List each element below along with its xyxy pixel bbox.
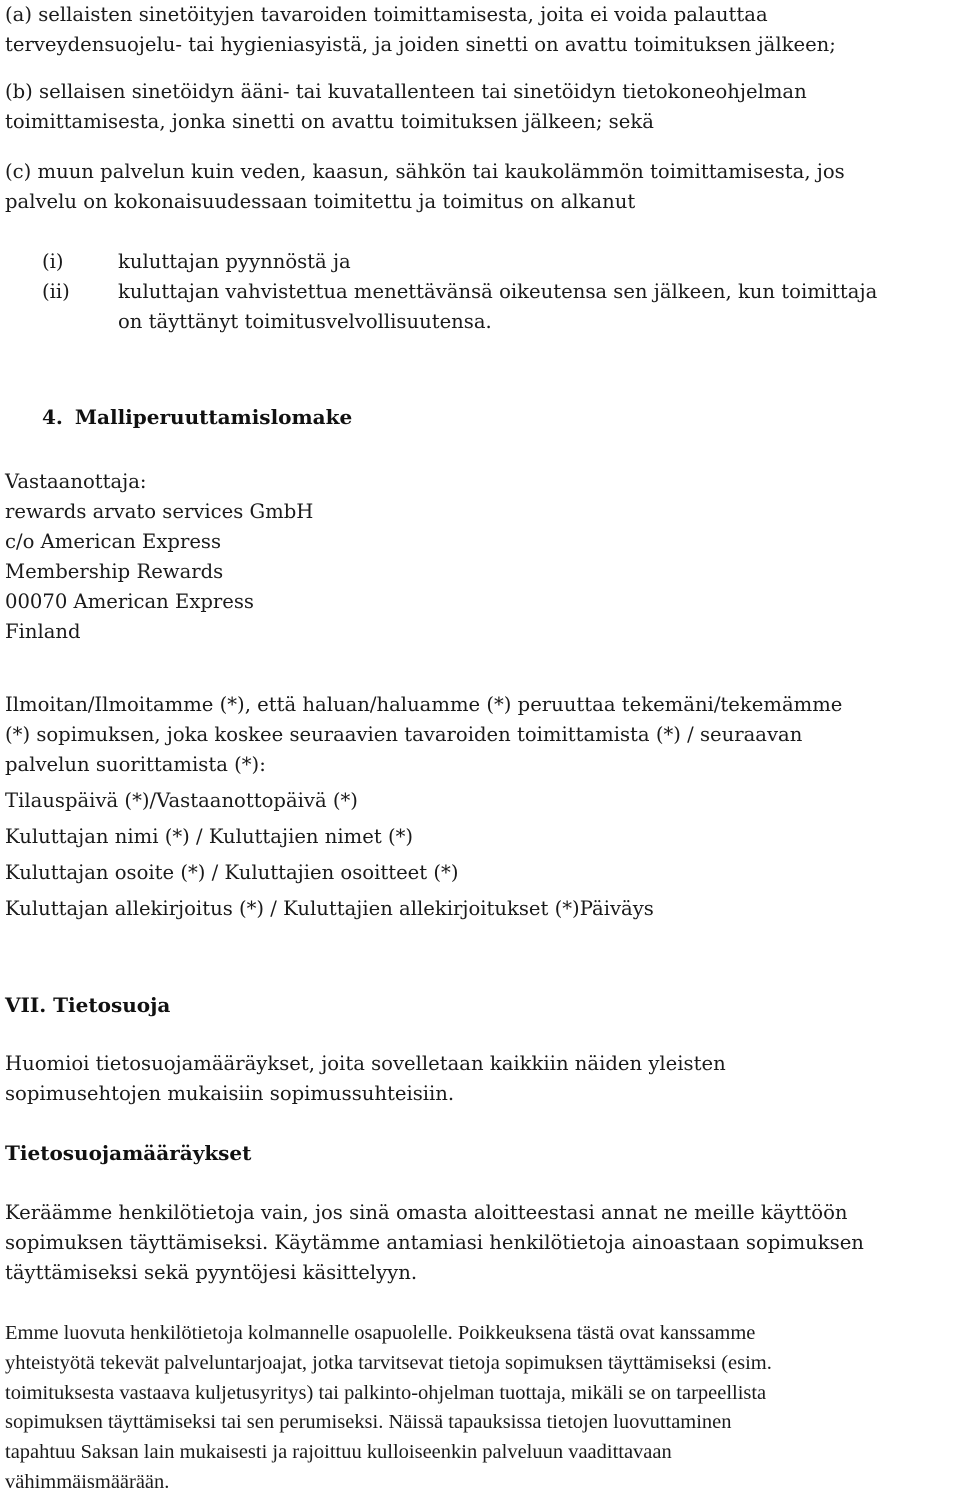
text-line: yhteistyötä tekevät palveluntarjoajat, jotka tarvitsevat tietoja sopimuksen täyttämiseksi (esim. — [5, 1351, 772, 1374]
privacy-rules-paragraph-1 — [5, 1198, 955, 1288]
text-line: Tilauspäivä (*)/Vastaanottopäivä (*) — [5, 789, 358, 812]
text-line: palvelu on kokonaisuudessaan toimitettu ja toimitus on alkanut — [5, 190, 636, 213]
text-line: Kuluttajan allekirjoitus (*) / Kuluttajien allekirjoitukset (*)Päiväys — [5, 897, 654, 920]
section-number: 4. — [42, 405, 63, 429]
address-line: 00070 American Express — [5, 590, 254, 613]
text-line: toimittamisesta, jonka sinetti on avattu toimituksen jälkeen; sekä — [5, 110, 654, 133]
address-line: rewards arvato services GmbH — [5, 500, 314, 523]
text-line: (*) sopimuksen, joka koskee seuraavien tavaroiden toimittamista (*) / seuraavan — [5, 723, 803, 746]
text-line: Ilmoitan/Ilmoitamme (*), että haluan/haluamme (*) peruuttaa tekemäni/tekemämme — [5, 693, 843, 716]
withdrawal-notice — [5, 690, 955, 780]
text-line: Emme luovuta henkilötietoja kolmannelle osapuolelle. Poikkeuksena tästä ovat kanssamme — [5, 1322, 756, 1344]
form-field-order-date — [5, 786, 955, 816]
form-section-heading — [42, 402, 352, 432]
address-line: Membership Rewards — [5, 560, 224, 583]
text-line: Keräämme henkilötietoja vain, jos sinä omasta aloitteestasi annat ne meille käyttöön — [5, 1201, 848, 1224]
section-title: Malliperuuttamislomake — [74, 405, 353, 429]
form-field-consumer-address — [5, 858, 955, 888]
recipient-address — [5, 467, 955, 647]
list-text: kuluttajan pyynnöstä ja — [118, 250, 351, 273]
text-line: Kuluttajan osoite (*) / Kuluttajien osoitteet (*) — [5, 861, 459, 884]
form-field-signature-date — [5, 894, 955, 924]
privacy-rules-heading: Tietosuojamääräykset — [5, 1141, 252, 1165]
exception-item-c — [5, 157, 955, 217]
privacy-rules-paragraph-2 — [5, 1318, 960, 1497]
text-line: Huomioi tietosuojamääräykset, joita sovelletaan kaikkiin näiden yleisten — [5, 1052, 726, 1075]
list-marker: (ii) — [42, 280, 70, 303]
text-line: vähimmäismäärään. — [5, 1470, 170, 1493]
address-line: Finland — [5, 620, 81, 643]
text-line: Kuluttajan nimi (*) / Kuluttajien nimet (*) — [5, 825, 414, 848]
text-line: sopimuksen täyttämiseksi tai sen perumiseksi. Näissä tapauksissa tietojen luovuttaminen — [5, 1411, 732, 1434]
text-line: (b) sellaisen sinetöidyn ääni- tai kuvatallenteen tai sinetöidyn tietokoneohjelman — [5, 80, 807, 103]
privacy-intro — [5, 1049, 955, 1109]
list-marker: (i) — [42, 250, 64, 273]
form-field-consumer-name — [5, 822, 955, 852]
address-line: c/o American Express — [5, 530, 222, 553]
address-line: Vastaanottaja: — [5, 470, 147, 493]
text-line: (c) muun palvelun kuin veden, kaasun, sähkön tai kaukolämmön toimittamisesta, jos — [5, 160, 845, 183]
text-line: tapahtuu Saksan lain mukaisesti ja rajoittuu kulloiseenkin palveluun vaadittavaan — [5, 1441, 672, 1464]
text-line: sopimuksen täyttämiseksi. Käytämme antamiasi henkilötietoja ainoastaan sopimuksen — [5, 1231, 864, 1254]
text-line: toimituksesta vastaava kuljetusyritys) tai palkinto-ohjelman tuottaja, mikäli se on tarpeellista — [5, 1381, 767, 1404]
text-line: sopimusehtojen mukaisiin sopimussuhteisiin. — [5, 1082, 455, 1105]
list-text: on täyttänyt toimitusvelvollisuutensa. — [118, 310, 492, 333]
text-line: palvelun suorittamista (*): — [5, 753, 266, 776]
text-line: terveydensuojelu- tai hygieniasyistä, ja joiden sinetti on avattu toimituksen jälkeen; — [5, 33, 836, 56]
list-text: kuluttajan vahvistettua menettävänsä oikeutensa sen jälkeen, kun toimittaja — [118, 280, 878, 303]
exception-item-a — [5, 0, 955, 60]
exception-item-b — [5, 77, 955, 137]
privacy-section-heading: VII. Tietosuoja — [5, 993, 171, 1017]
text-line: täyttämiseksi sekä pyyntöjesi käsittelyyn. — [5, 1261, 418, 1284]
text-line: (a) sellaisten sinetöityjen tavaroiden toimittamisesta, joita ei voida palauttaa — [5, 3, 768, 26]
